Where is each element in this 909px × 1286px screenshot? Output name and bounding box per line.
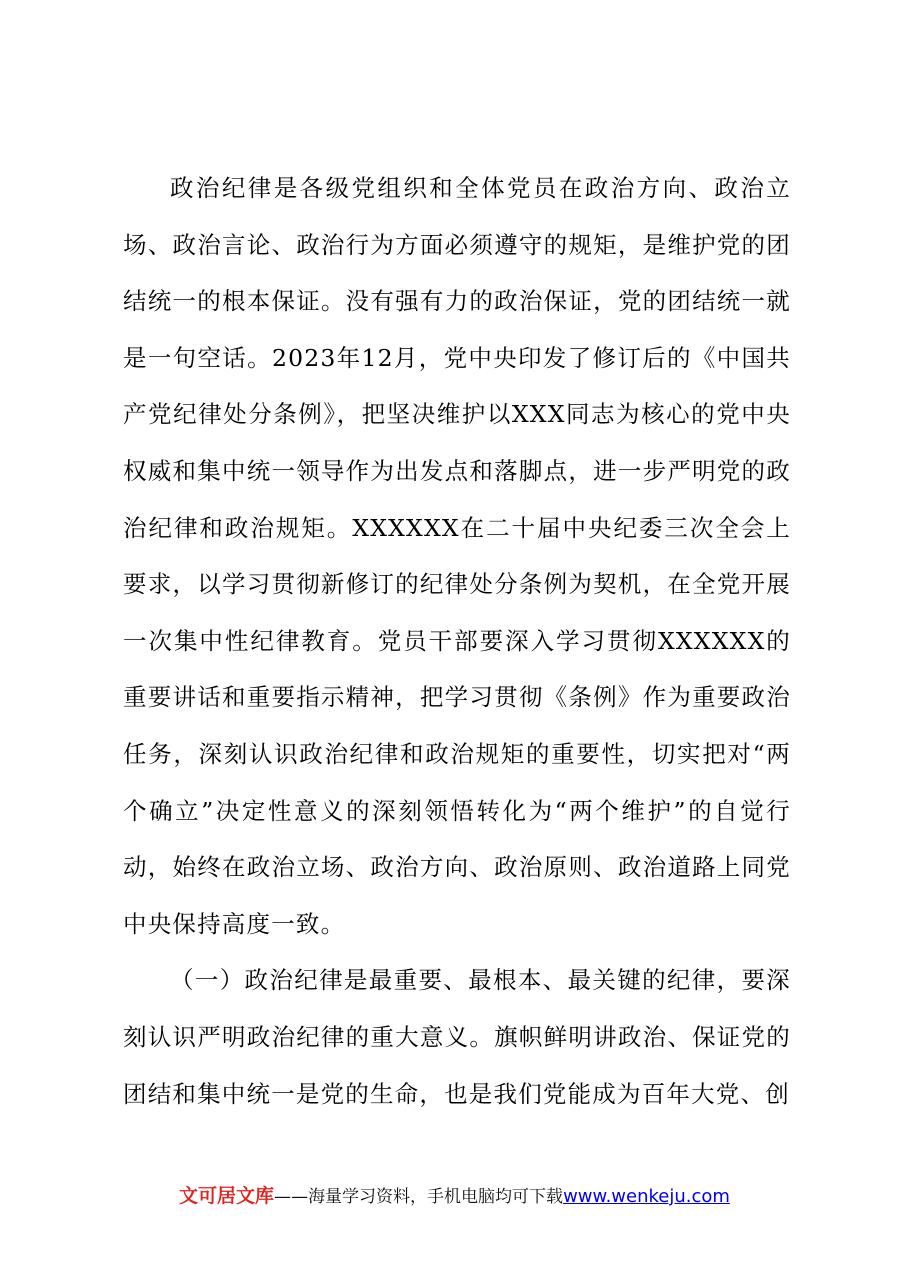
document-body	[123, 160, 791, 1122]
footer-banner	[0, 1182, 909, 1211]
footer-tagline: ——海量学习资料，手机电脑均可下载	[274, 1187, 564, 1207]
paragraph-political-discipline: 政治纪律是各级党组织和全体党员在政治方向、政治立场、政治言论、政治行为方面必须遵守的规矩，是维护党的团结统一的根本保证。没有强有力的政治保证，党的团结统一就是一句空话。2023年12月，党中央印发了修订后的《中国共产党纪律处分条例》，把坚决维护以XXX同志为核心的党中央权威和集中统一领导作为出发点和落脚点，进一步严明党的政治纪律和政治规矩。XXXXXX在二十届中央纪委三次全会上要求，以学习贯彻新修订的纪律处分条例为契机，在全党开展一次集中性纪律教育。党员干部要深入学习贯彻XXXXXX的重要讲话和重要指示精神，把学习贯彻《条例》作为重要政治任务，深刻认识政治纪律和政治规矩的重要性，切实把对“两个确立”决定性意义的深刻领悟转化为“两个维护”的自觉行动，始终在政治立场、政治方向、政治原则、政治道路上同党中央保持高度一致。	[123, 174, 791, 938]
footer-website-link[interactable]: www.wenkeju.com	[563, 1186, 730, 1207]
footer-brand: 文可居文库	[179, 1185, 275, 1207]
paragraph-section-one: （一）政治纪律是最重要、最根本、最关键的纪律，要深刻认识严明政治纪律的重大意义。旗帜鲜明讲政治、保证党的团结和集中统一是党的生命，也是我们党能成为百年大党、创	[123, 966, 791, 1108]
